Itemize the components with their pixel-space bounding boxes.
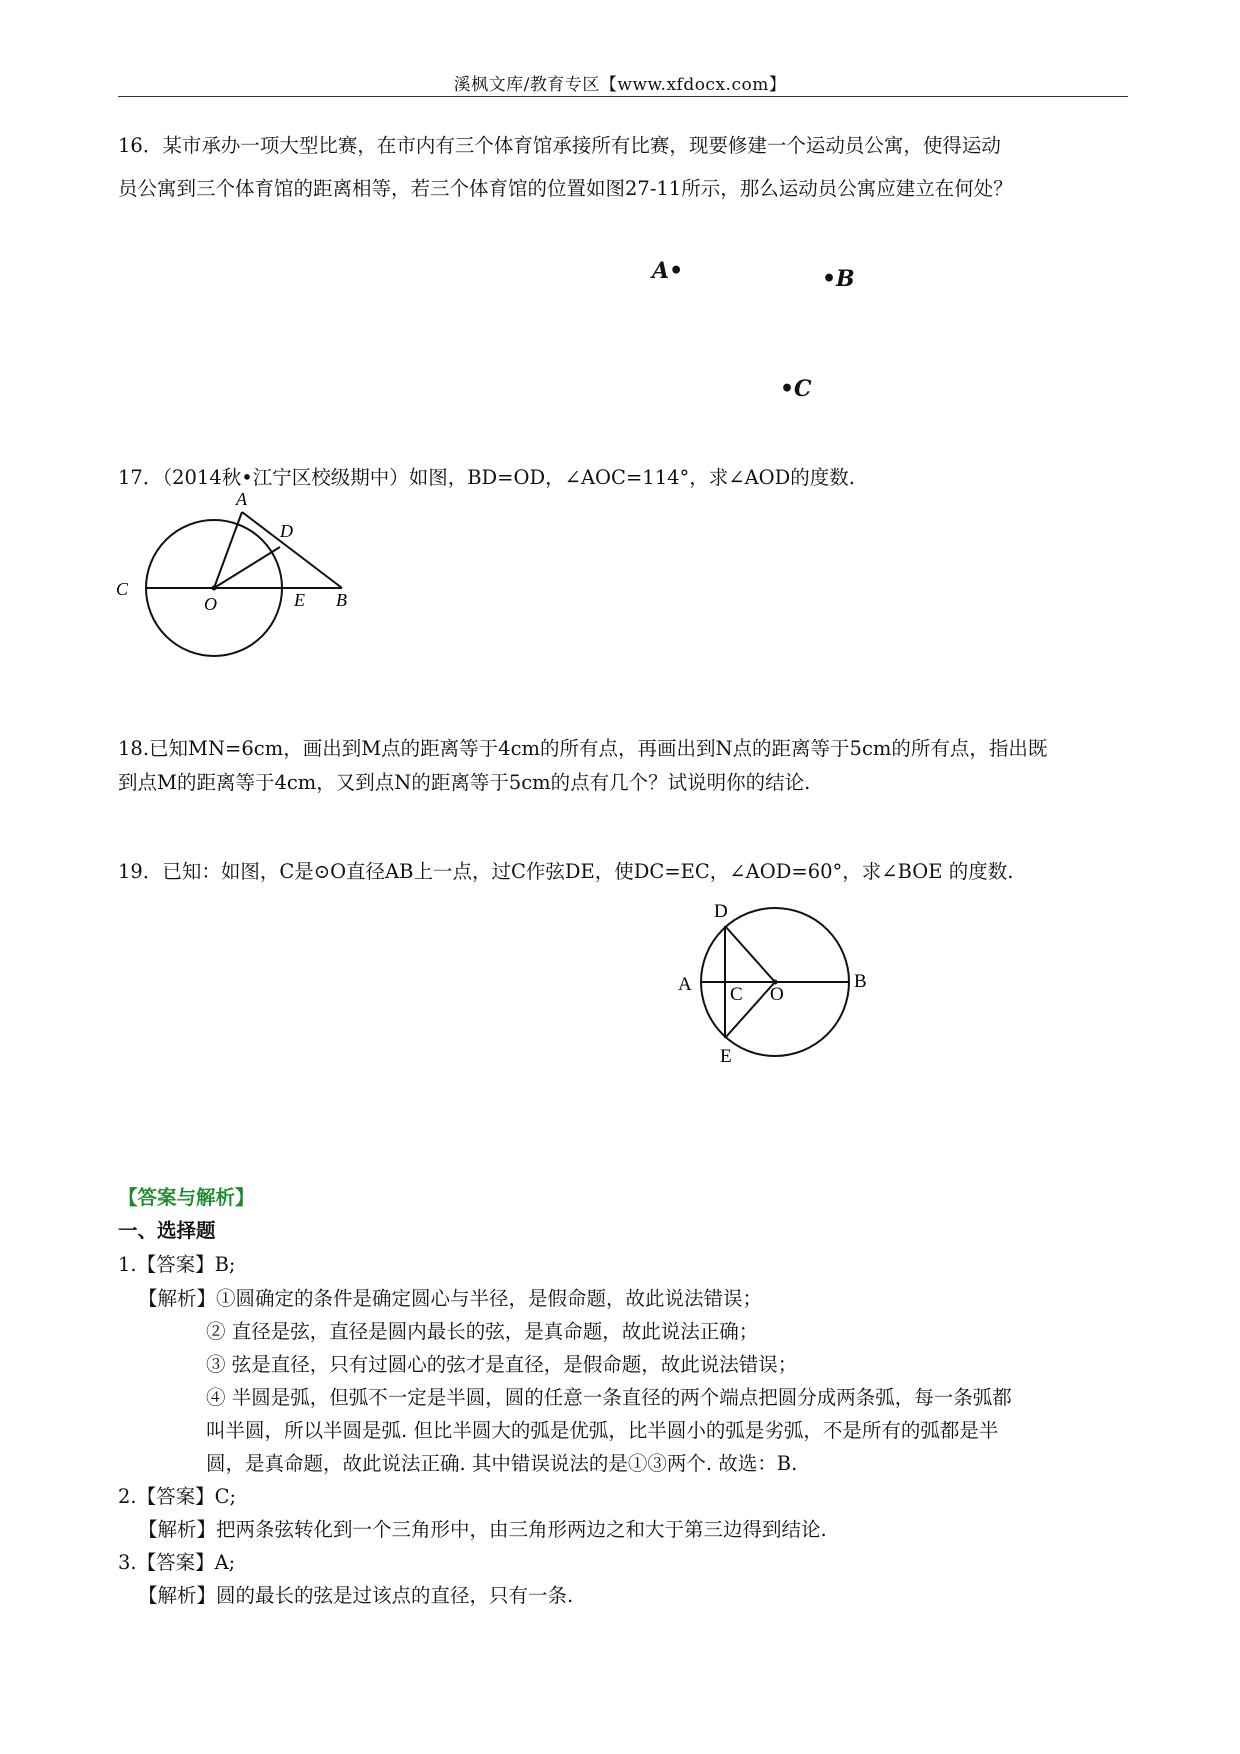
label-b: B	[854, 971, 867, 992]
analysis-1: 【解析】①圆确定的条件是确定圆心与半径，是假命题，故此说法错误；	[138, 1287, 763, 1310]
question-19: 19．已知：如图，C是⊙O直径AB上一点，过C作弦DE，使DC=EC，∠AOD=60°，求∠BOE 的度数.	[118, 860, 1014, 883]
answers-heading: 【答案与解析】	[118, 1186, 255, 1209]
answer-1: 1.【答案】B;	[118, 1253, 236, 1276]
label-d: D	[280, 521, 293, 541]
analysis-1-point-4-cont-a: 叫半圆，所以半圆是弧. 但比半圆大的弧是优弧，比半圆小的弧是劣弧，不是所有的弧都是半	[206, 1419, 999, 1442]
figure-19-circle-diagram	[670, 896, 880, 1076]
question-18-line-2: 到点M的距离等于4cm，又到点N的距离等于5cm的点有几个？试说明你的结论.	[118, 771, 811, 794]
question-16	[118, 124, 1013, 210]
page-header: 溪枫文库/教育专区【www.xfdocx.com】	[453, 75, 787, 95]
analysis-1-point-2: ② 直径是弦，直径是圆内最长的弦，是真命题，故此说法正确；	[206, 1320, 759, 1343]
question-16-line-2: 员公寓到三个体育馆的距离相等，若三个体育馆的位置如图27-11所示，那么运动员公寓应建立在何处？	[118, 177, 1013, 200]
point-b-label: •B	[822, 266, 855, 292]
question-17: 17．（2014秋•江宁区校级期中）如图，BD=OD，∠AOC=114°，求∠AOD的度数.	[118, 466, 855, 489]
figure-17-circle-diagram	[110, 490, 370, 670]
analysis-1-point-4: ④ 半圆是弧，但弧不一定是半圆，圆的任意一条直径的两个端点把圆分成两条弧，每一条弧都	[206, 1386, 1012, 1409]
question-18	[118, 732, 1047, 800]
answer-3: 3.【答案】A;	[118, 1551, 236, 1574]
analysis-1-point-4-cont-b: 圆，是真命题，故此说法正确. 其中错误说法的是①③两个. 故选：B.	[206, 1452, 798, 1475]
analysis-3: 【解析】圆的最长的弦是过该点的直径，只有一条.	[138, 1584, 574, 1607]
label-c: C	[730, 984, 743, 1005]
segment-od	[214, 547, 280, 588]
label-e: E	[294, 590, 305, 610]
header-rule	[118, 96, 1128, 97]
label-o: O	[770, 984, 784, 1005]
label-b: B	[336, 590, 347, 610]
label-a: A	[236, 490, 247, 509]
point-a-label: A•	[652, 258, 684, 284]
answer-2: 2.【答案】C;	[118, 1485, 237, 1508]
section-multiple-choice: 一、选择题	[118, 1219, 216, 1242]
analysis-2: 【解析】把两条弦转化到一个三角形中，由三角形两边之和大于第三边得到结论.	[138, 1518, 827, 1541]
label-e: E	[720, 1046, 732, 1067]
center-point	[212, 586, 217, 591]
question-18-line-1: 18.已知MN=6cm，画出到M点的距离等于4cm的所有点，再画出到N点的距离等于5cm的所有点，指出既	[118, 737, 1048, 760]
segment-oa	[214, 512, 242, 588]
label-o: O	[204, 594, 217, 614]
question-16-line-1: 16．某市承办一项大型比赛，在市内有三个体育馆承接所有比赛，现要修建一个运动员公寓，使得运动	[118, 134, 1001, 157]
label-a: A	[678, 974, 692, 995]
label-c: C	[116, 579, 129, 599]
label-d: D	[714, 901, 728, 922]
point-c-label: •C	[780, 376, 812, 402]
analysis-1-point-3: ③ 弦是直径，只有过圆心的弦才是直径，是假命题，故此说法错误；	[206, 1353, 798, 1376]
segment-do	[725, 926, 775, 982]
